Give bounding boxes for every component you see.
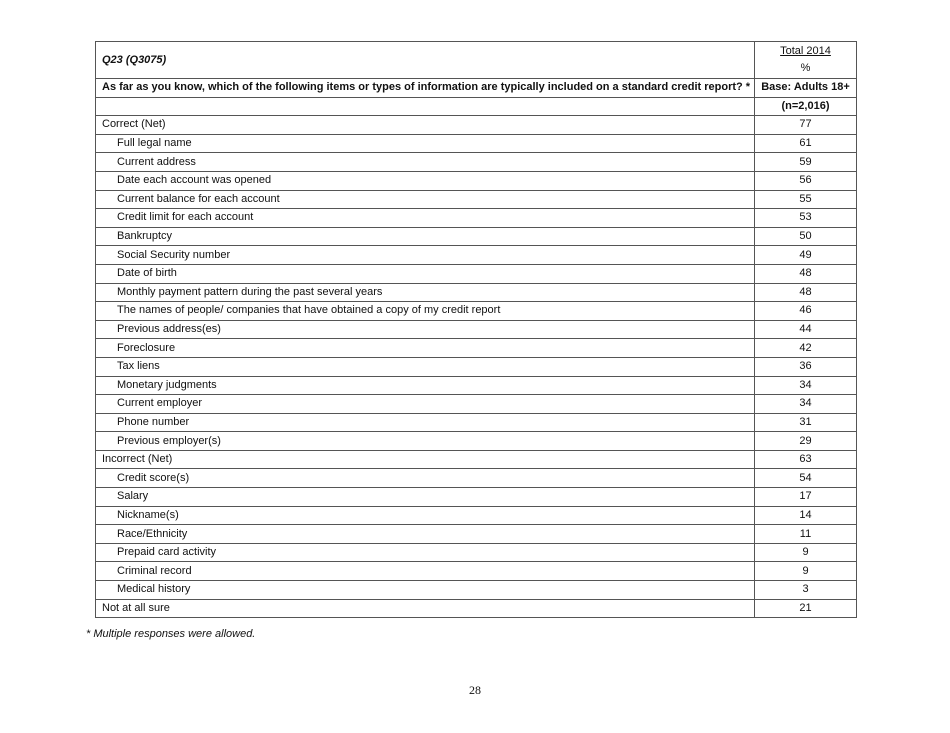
- table-row: [96, 227, 857, 246]
- base-label: Base: Adults 18+: [755, 79, 857, 98]
- row-label: Incorrect (Net): [96, 450, 755, 469]
- table-row: [96, 246, 857, 265]
- row-label: Prepaid card activity: [96, 543, 755, 562]
- table-row: [96, 339, 857, 358]
- table-row: [96, 190, 857, 209]
- row-label: Phone number: [96, 413, 755, 432]
- row-value: 56: [755, 171, 857, 190]
- table-row: [96, 432, 857, 451]
- row-label: Race/Ethnicity: [96, 525, 755, 544]
- row-value: 36: [755, 357, 857, 376]
- row-value: 14: [755, 506, 857, 525]
- row-value: 44: [755, 320, 857, 339]
- table-row: [96, 283, 857, 302]
- table-row: [96, 395, 857, 414]
- footnote: * Multiple responses were allowed.: [86, 628, 256, 640]
- row-label: Date of birth: [96, 264, 755, 283]
- row-value: 3: [755, 581, 857, 600]
- table-row: [96, 488, 857, 507]
- table-row: [96, 320, 857, 339]
- row-value: 54: [755, 469, 857, 488]
- row-value: 49: [755, 246, 857, 265]
- row-value: 9: [755, 543, 857, 562]
- row-value: 61: [755, 134, 857, 153]
- row-value: 46: [755, 302, 857, 321]
- table-row: [96, 543, 857, 562]
- row-value: 63: [755, 450, 857, 469]
- table-row: [96, 134, 857, 153]
- row-value: 50: [755, 227, 857, 246]
- row-label: Foreclosure: [96, 339, 755, 358]
- table-row: [96, 264, 857, 283]
- row-label: Correct (Net): [96, 116, 755, 135]
- table-row: [96, 469, 857, 488]
- row-label: Nickname(s): [96, 506, 755, 525]
- row-label: The names of people/ companies that have obtained a copy of my credit report: [96, 302, 755, 321]
- table-row: [96, 581, 857, 600]
- row-label: Social Security number: [96, 246, 755, 265]
- sample-size: (n=2,016): [755, 97, 857, 116]
- row-value: 29: [755, 432, 857, 451]
- survey-results-table: [95, 41, 857, 618]
- row-value: 77: [755, 116, 857, 135]
- row-label: Previous employer(s): [96, 432, 755, 451]
- empty-cell: [96, 97, 755, 116]
- row-label: Medical history: [96, 581, 755, 600]
- table-row: [96, 413, 857, 432]
- question-row: [96, 79, 857, 98]
- row-label: Monthly payment pattern during the past several years: [96, 283, 755, 302]
- row-value: 9: [755, 562, 857, 581]
- row-label: Not at all sure: [96, 599, 755, 618]
- table-row: [96, 506, 857, 525]
- sample-size-row: [96, 97, 857, 116]
- table-body: [96, 42, 857, 618]
- row-label: Credit score(s): [96, 469, 755, 488]
- row-label: Previous address(es): [96, 320, 755, 339]
- row-value: 55: [755, 190, 857, 209]
- row-value: 31: [755, 413, 857, 432]
- row-label: Credit limit for each account: [96, 209, 755, 228]
- column-unit: %: [800, 62, 811, 74]
- header-row: [96, 42, 857, 79]
- table-row: [96, 376, 857, 395]
- table-row: [96, 153, 857, 172]
- row-label: Date each account was opened: [96, 171, 755, 190]
- row-label: Full legal name: [96, 134, 755, 153]
- row-label: Bankruptcy: [96, 227, 755, 246]
- table-row: [96, 525, 857, 544]
- row-label: Criminal record: [96, 562, 755, 581]
- row-value: 42: [755, 339, 857, 358]
- row-value: 17: [755, 488, 857, 507]
- table-row: [96, 116, 857, 135]
- row-value: 53: [755, 209, 857, 228]
- table-row: [96, 209, 857, 228]
- row-label: Current employer: [96, 395, 755, 414]
- row-label: Current balance for each account: [96, 190, 755, 209]
- table-row: [96, 450, 857, 469]
- row-label: Tax liens: [96, 357, 755, 376]
- row-label: Current address: [96, 153, 755, 172]
- row-value: 34: [755, 376, 857, 395]
- row-value: 21: [755, 599, 857, 618]
- row-value: 34: [755, 395, 857, 414]
- column-title: Total 2014: [780, 45, 831, 57]
- row-label: Monetary judgments: [96, 376, 755, 395]
- table-row: [96, 357, 857, 376]
- question-id: Q23 (Q3075): [96, 42, 755, 79]
- row-label: Salary: [96, 488, 755, 507]
- column-header: [755, 42, 857, 79]
- table-row: [96, 562, 857, 581]
- row-value: 48: [755, 264, 857, 283]
- row-value: 59: [755, 153, 857, 172]
- page-number: 28: [469, 683, 481, 697]
- table-row: [96, 302, 857, 321]
- question-text: As far as you know, which of the following items or types of information are typically included on a standard credit report? *: [96, 79, 755, 98]
- table-row: [96, 599, 857, 618]
- table-row: [96, 171, 857, 190]
- row-value: 11: [755, 525, 857, 544]
- row-value: 48: [755, 283, 857, 302]
